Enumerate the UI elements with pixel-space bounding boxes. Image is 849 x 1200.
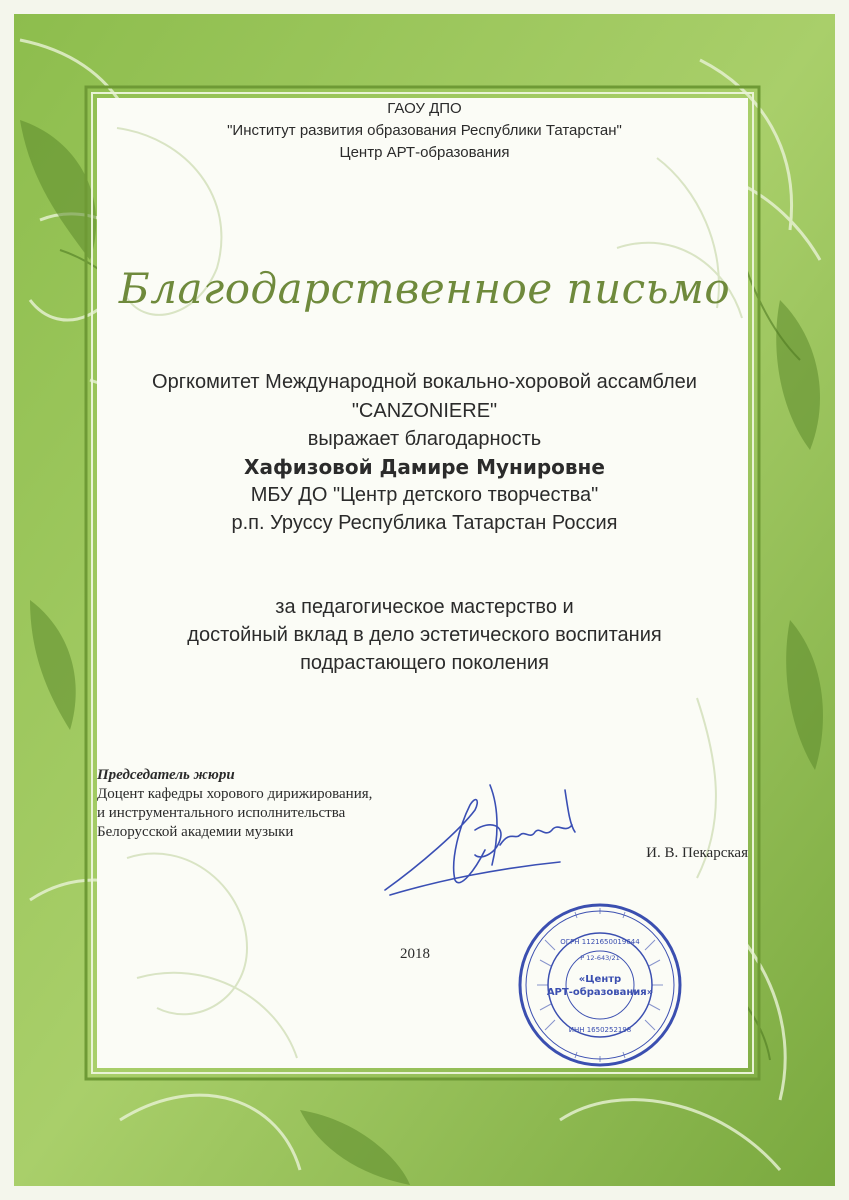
- jury-chair-label: Председатель жюри: [97, 767, 235, 783]
- body-line-institution: МБУ ДО "Центр детского творчества": [250, 484, 599, 506]
- body-line-location: р.п. Уруссу Республика Татарстан Россия: [231, 512, 618, 534]
- header-org: ГАОУ ДПО: [387, 100, 462, 117]
- reason-line-2: достойный вклад в дело эстетического воспитания: [187, 624, 662, 646]
- body-line-thanks: выражает благодарность: [307, 428, 542, 450]
- signer-name: И. В. Пекарская: [646, 845, 748, 861]
- body-line-assembly: "CANZONIERE": [351, 400, 498, 422]
- letter-title: Благодарственное письмо: [118, 264, 731, 313]
- signer-title-line1: Доцент кафедры хорового дирижирования,: [97, 786, 373, 802]
- reason-line-3: подрастающего поколения: [300, 652, 549, 674]
- reason-line-1: за педагогическое мастерство и: [275, 596, 574, 618]
- header-center: Центр АРТ-образования: [339, 144, 510, 161]
- letter-year: 2018: [400, 946, 430, 962]
- signer-title-line3: Белорусской академии музыки: [97, 824, 294, 840]
- body-line-committee: Оргкомитет Международной вокально-хоровой ассамблеи: [152, 371, 697, 393]
- signer-title-line2: и инструментального исполнительства: [97, 805, 346, 821]
- stamp-center-line2: АРТ-образования»: [546, 987, 654, 998]
- official-stamp: [515, 900, 685, 1070]
- handwritten-signature: [380, 770, 590, 900]
- stamp-ogrn: ОГРН 1121650019644: [560, 938, 640, 946]
- stamp-inn: ИНН 1650252198: [568, 1026, 632, 1034]
- header-institute: "Институт развития образования Республики Татарстан": [227, 122, 622, 139]
- recipient-name: Хафизовой Дамире Мунировне: [244, 455, 605, 479]
- stamp-code: Р 12-643/21: [580, 954, 620, 962]
- signature-block: [97, 766, 372, 842]
- stamp-center-line1: «Центр: [578, 974, 622, 985]
